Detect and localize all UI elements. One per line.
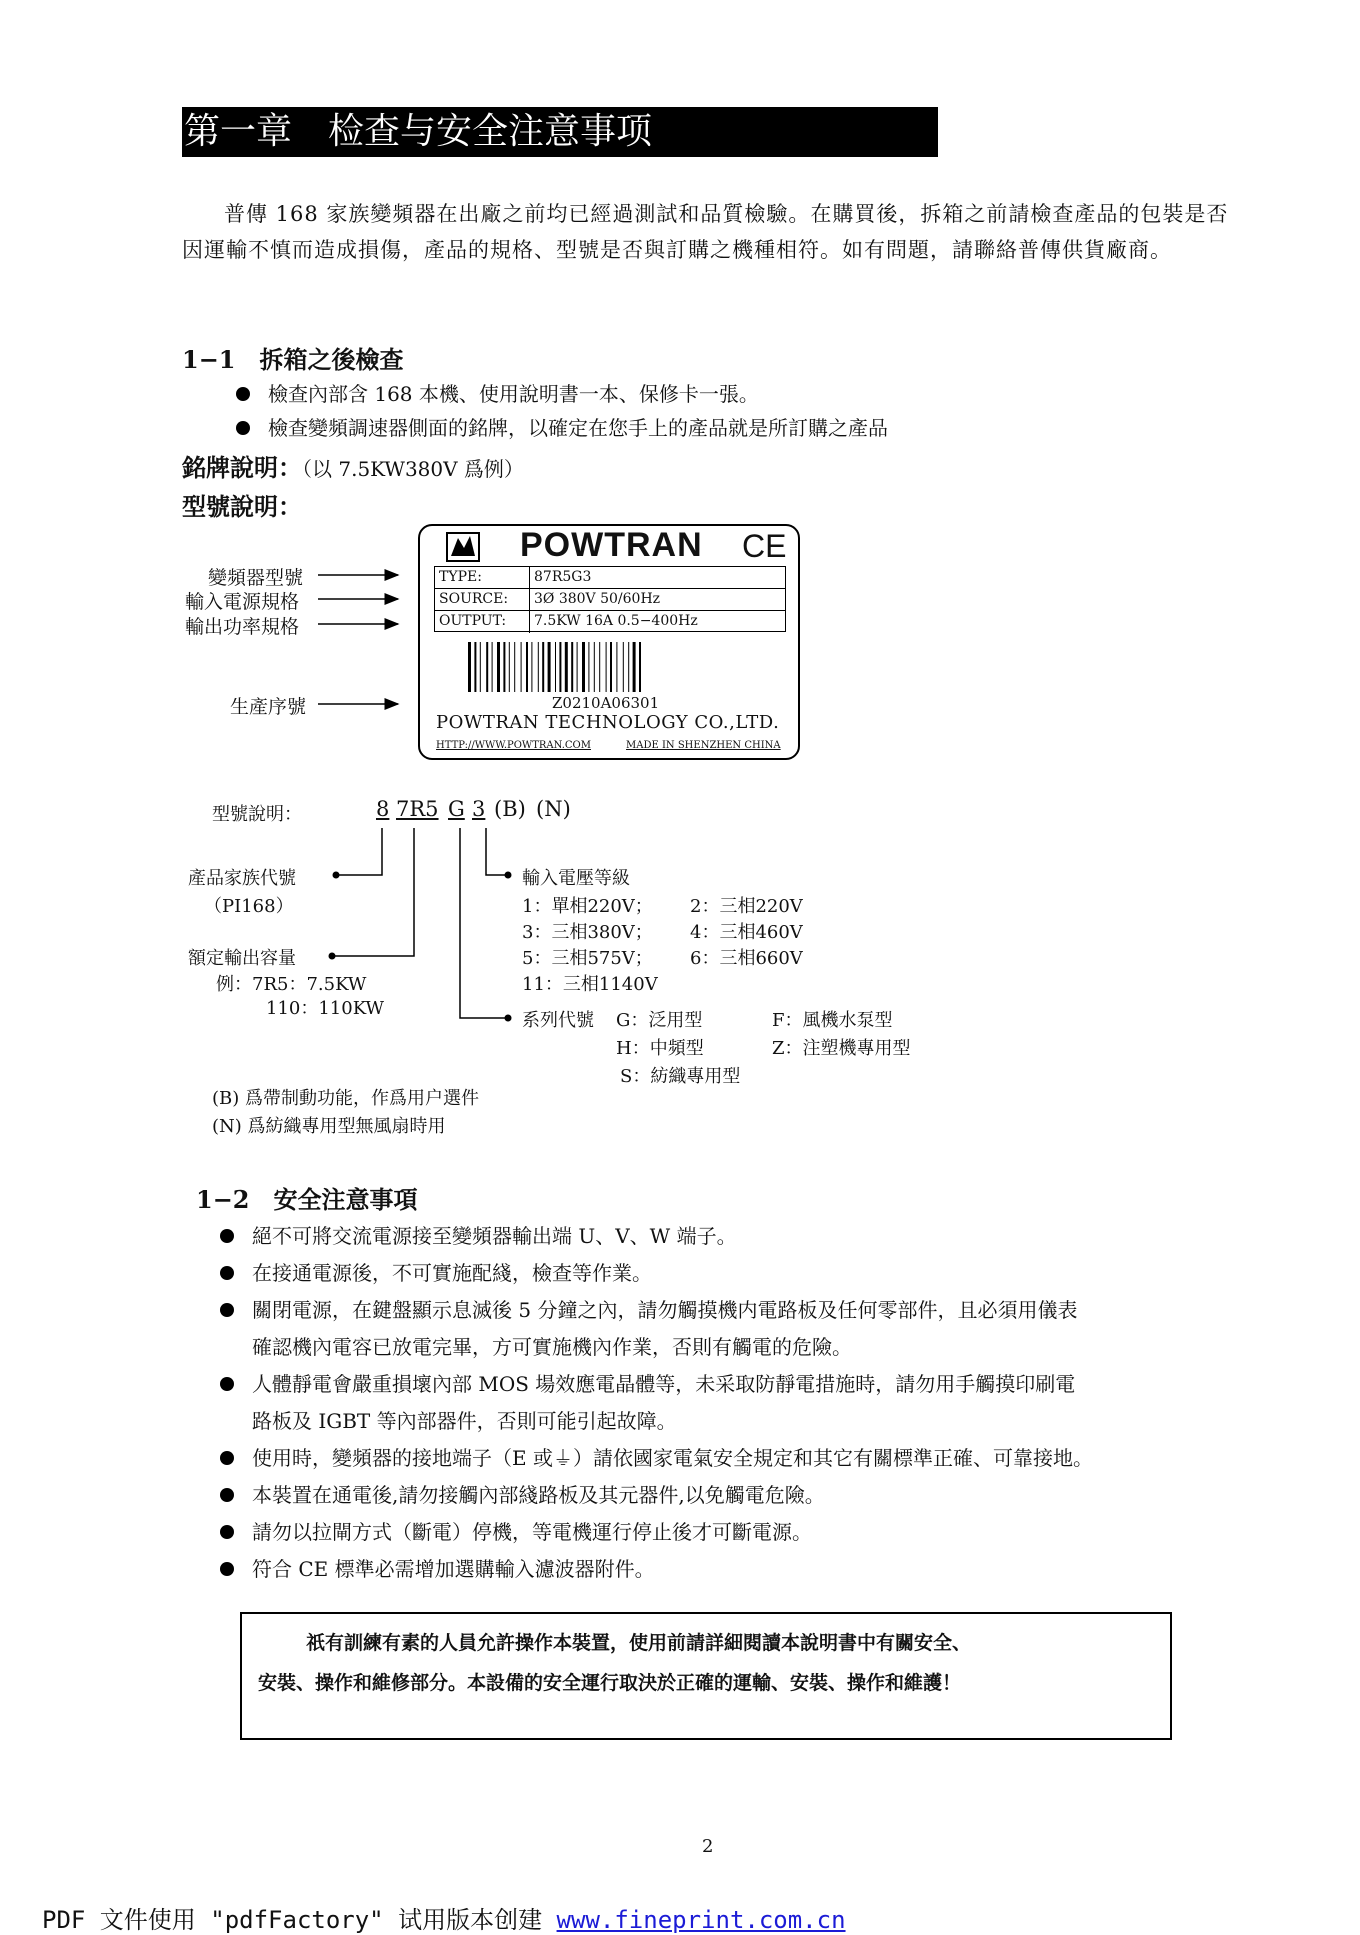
table-row: OUTPUT: 7.5KW 16A 0.5−400Hz xyxy=(435,611,785,633)
list-item: 人體靜電會嚴重損壞內部 MOS 場效應電晶體等，未采取防靜電措施時，請勿用手觸摸印刷電 xyxy=(220,1368,1075,1397)
note-fan: (N) 爲紡織專用型無風扇時用 xyxy=(212,1116,446,1137)
series-label: 系列代號 xyxy=(522,1010,594,1031)
chapter-title: 第一章 检查与安全注意事项 xyxy=(182,107,938,157)
list-item-continued: 路板及 IGBT 等內部器件，否則可能引起故障。 xyxy=(252,1409,677,1433)
safety-notice-line-2: 安裝、操作和維修部分。本設備的安全運行取決於正確的運輸、安裝、操作和維護！ xyxy=(258,1672,962,1694)
section-2-heading: 1−2 安全注意事項 xyxy=(196,1185,418,1214)
series-row: H：中頻型 Z：注塑機專用型 xyxy=(616,1038,911,1059)
voltage-row: 3：三相380V； 4：三相460V xyxy=(522,922,803,943)
series-row: G：泛用型 F：風機水泵型 xyxy=(616,1010,893,1031)
table-row: TYPE: 87R5G3 xyxy=(435,567,785,589)
capacity-example-2: 110：110KW xyxy=(266,998,385,1019)
family-label: 產品家族代號 xyxy=(188,868,296,889)
bullet-icon xyxy=(220,1525,234,1539)
nameplate-label-type: 變頻器型號 xyxy=(208,567,304,589)
list-item: 關閉電源，在鍵盤顯示息滅後 5 分鐘之內，請勿觸摸機内電路板及任何零部件，且必須用儀表 xyxy=(220,1294,1077,1323)
list-item: 在接通電源後，不可實施配綫，檢查等作業。 xyxy=(220,1257,652,1286)
model-heading: 型號說明： xyxy=(182,492,302,521)
voltage-row: 1：單相220V； 2：三相220V xyxy=(522,896,803,917)
bullet-icon xyxy=(220,1303,234,1317)
list-item: 使用時，變頻器的接地端子（E 或⏚）請依國家電氣安全規定和其它有關標準正確、可靠接地。 xyxy=(220,1442,1093,1471)
nameplate-label-serial: 生產序號 xyxy=(230,696,307,718)
model-part-capacity: 7R5 xyxy=(396,797,439,821)
model-part-voltage: 3 xyxy=(472,797,486,821)
list-item: 檢查內部含 168 本機、使用說明書一本、保修卡一張。 xyxy=(236,378,759,407)
capacity-example-1: 例：7R5：7.5KW xyxy=(216,974,367,995)
model-part-fan: (N) xyxy=(536,797,571,821)
serial-number: Z0210A06301 xyxy=(552,694,660,712)
section-1-heading: 1−1 拆箱之後檢查 xyxy=(182,345,404,374)
company-url: HTTP://WWW.POWTRAN.COM xyxy=(436,740,591,751)
bullet-icon xyxy=(220,1377,234,1391)
voltage-label: 輸入電壓等級 xyxy=(522,868,630,889)
bullet-icon xyxy=(220,1488,234,1502)
pdf-factory-footer: PDF 文件使用 "pdfFactory" 试用版本创建 www.fineprint.com.cn xyxy=(42,1906,846,1934)
note-brake: (B) 爲帶制動功能，作爲用户選件 xyxy=(212,1088,479,1109)
bullet-icon xyxy=(220,1229,234,1243)
model-part-family: 8 xyxy=(376,797,390,821)
fineprint-link[interactable]: www.fineprint.com.cn xyxy=(556,1906,846,1934)
nameplate-heading: 銘牌說明：（以 7.5KW380V 爲例） xyxy=(182,453,524,482)
list-item: 請勿以拉閘方式（斷電）停機，等電機運行停止後才可斷電源。 xyxy=(220,1516,812,1545)
voltage-row: 5：三相575V； 6：三相660V xyxy=(522,948,803,969)
list-item-continued: 確認機內電容已放電完畢，方可實施機內作業，否則有觸電的危險。 xyxy=(252,1335,852,1359)
safety-notice-line-1: 祇有訓練有素的人員允許操作本裝置，使用前請詳細閱讀本說明書中有關安全、 xyxy=(306,1632,972,1654)
brand-name: POWTRAN xyxy=(520,526,703,564)
series-row: S：紡織專用型 xyxy=(620,1066,741,1087)
page-number: 2 xyxy=(702,1836,714,1857)
bullet-icon xyxy=(220,1451,234,1465)
list-item: 符合 CE 標準必需增加選購輸入濾波器附件。 xyxy=(220,1553,655,1582)
made-in: MADE IN SHENZHEN CHINA xyxy=(626,740,781,751)
ce-mark: CE xyxy=(742,528,787,564)
nameplate-label-output: 輸出功率規格 xyxy=(185,616,300,638)
list-item: 檢查變頻調速器側面的銘牌，以確定在您手上的產品就是所訂購之產品 xyxy=(236,412,888,441)
model-code-label: 型號說明： xyxy=(212,804,302,825)
company-name: POWTRAN TECHNOLOGY CO.,LTD. xyxy=(436,712,780,733)
table-row: SOURCE: 3Ø 380V 50/60Hz xyxy=(435,589,785,611)
model-part-series: G xyxy=(448,797,465,821)
model-part-brake: (B) xyxy=(494,797,526,821)
bullet-icon xyxy=(220,1266,234,1280)
voltage-row: 11：三相1140V xyxy=(522,974,658,995)
capacity-label: 額定輸出容量 xyxy=(188,948,296,969)
nameplate-label-source: 輸入電源規格 xyxy=(185,591,300,613)
list-item: 絕不可將交流電源接至變頻器輸出端 U、V、W 端子。 xyxy=(220,1220,737,1249)
family-value: （PI168） xyxy=(204,896,294,917)
list-item: 本裝置在通電後,請勿接觸內部綫路板及其元器件,以免觸電危險。 xyxy=(220,1479,825,1508)
intro-paragraph: 普傳 168 家族變頻器在出廠之前均已經過測試和品質檢驗。在購買後，拆箱之前請檢查產品的包裝是否因運輸不慎而造成損傷，產品的規格、型號是否與訂購之機種相符。如有問題，請聯絡普傳供貨廠商。 xyxy=(182,202,1229,262)
bullet-icon xyxy=(220,1562,234,1576)
